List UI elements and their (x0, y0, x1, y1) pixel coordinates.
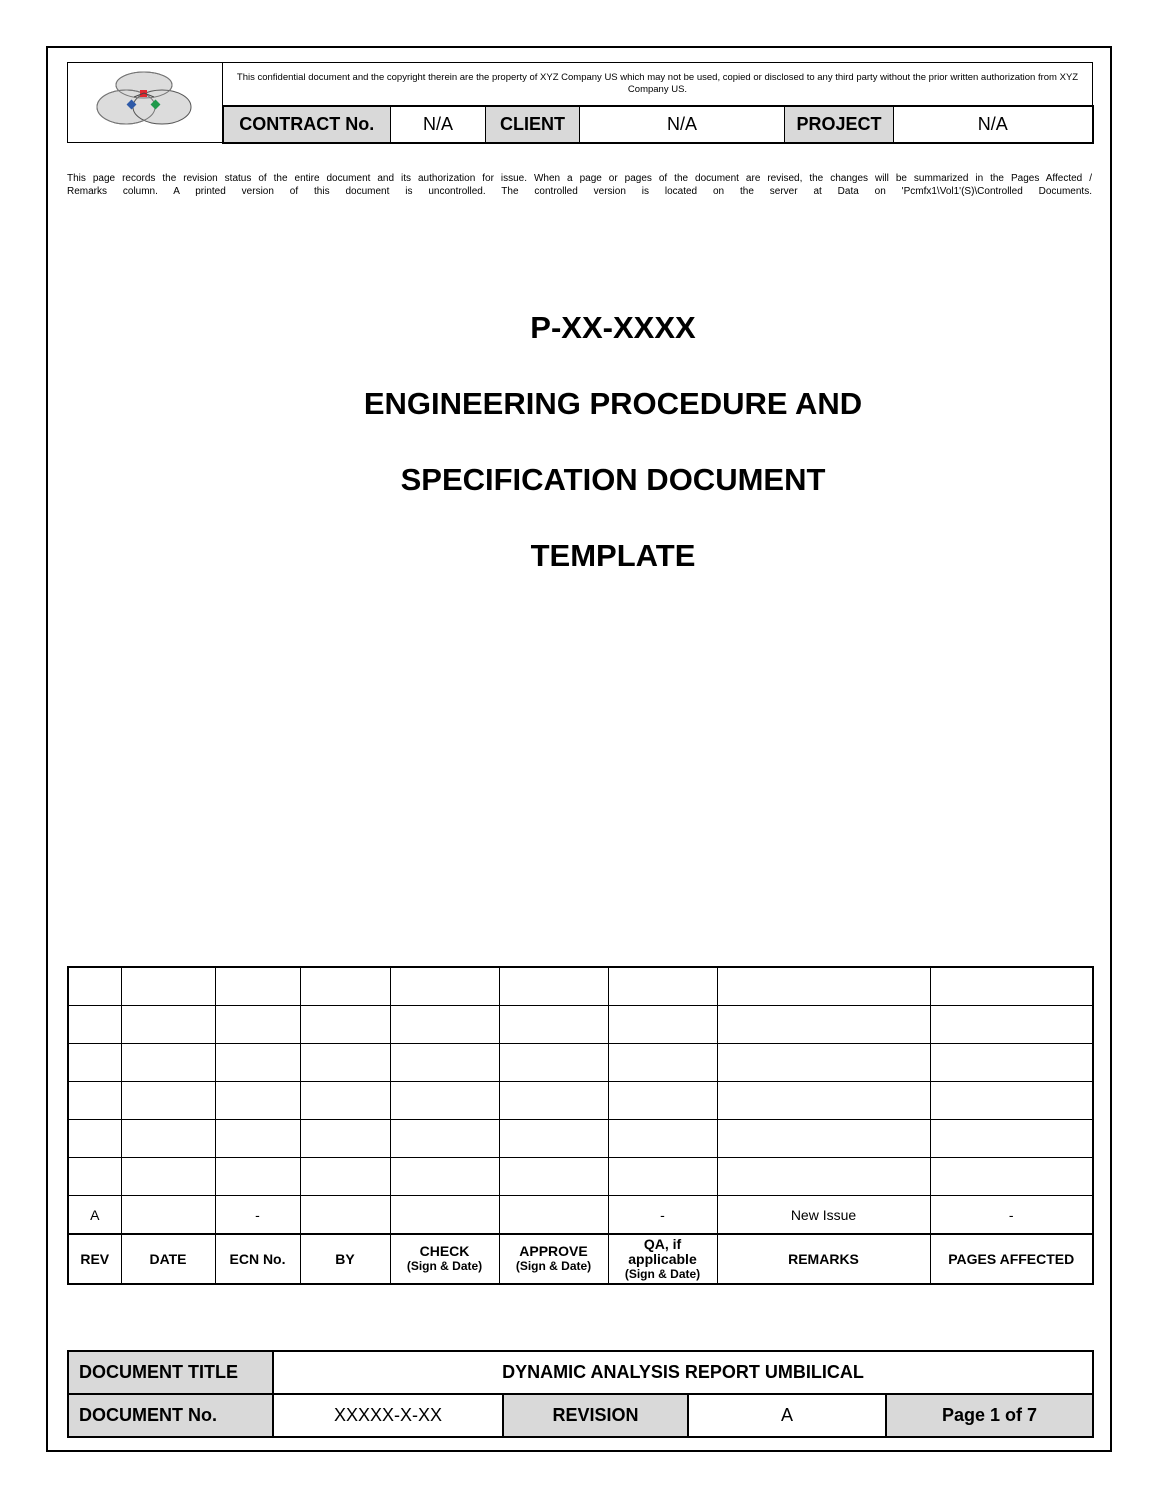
document-title-line-1: ENGINEERING PROCEDURE AND (363, 386, 863, 421)
issue-approve (499, 1196, 608, 1235)
header-pages-affected: PAGES AFFECTED (930, 1234, 1093, 1284)
revision-row-empty (68, 1082, 1093, 1120)
revision-row-empty (68, 1158, 1093, 1196)
document-number-label: DOCUMENT No. (68, 1394, 273, 1437)
header-check (390, 1234, 499, 1284)
header-qa-label: QA, if applicable (628, 1235, 697, 1267)
logo-cell (68, 63, 223, 143)
project-label: PROJECT (785, 106, 894, 142)
revision-row-empty (68, 967, 1093, 1006)
header-check-sub: (Sign & Date) (406, 1259, 483, 1273)
issue-rev: A (68, 1196, 121, 1235)
revision-note-line-2: Remarks column. A printed version of this document is uncontrolled. The controlled version is located on the server at Data on 'Pcmfx1\Vol1'(S)\Controlled Documents. (67, 186, 1092, 197)
revision-table (67, 966, 1094, 1285)
issue-check (390, 1196, 499, 1235)
revision-note-line-1: This page records the revision status of the entire document and its authorization for issue. When a page or pages of the document are revised, the changes will be summarized in the Pages Affected / (67, 173, 1092, 184)
confidentiality-notice: This confidential document and the copyright therein are the property of XYZ Company US which may not be used, copied or disclosed to any third party without the prior written authorization from XYZ Company US. (223, 63, 1093, 107)
contract-value: N/A (391, 106, 486, 142)
revision-row-issue (68, 1196, 1093, 1235)
client-value: N/A (580, 106, 785, 142)
header-date: DATE (121, 1234, 215, 1284)
revision-status-note (67, 172, 1092, 198)
document-title-line-2: SPECIFICATION DOCUMENT (400, 462, 826, 497)
client-label: CLIENT (486, 106, 580, 142)
issue-pages: - (930, 1196, 1093, 1235)
document-title-label: DOCUMENT TITLE (68, 1351, 273, 1394)
issue-remarks: New Issue (717, 1196, 930, 1235)
revision-header-row (68, 1234, 1093, 1284)
header-remarks: REMARKS (717, 1234, 930, 1284)
revision-row-empty (68, 1120, 1093, 1158)
header-check-label: CHECK (419, 1243, 470, 1259)
header-by: BY (300, 1234, 390, 1284)
header-approve-label: APPROVE (519, 1243, 588, 1259)
issue-qa: - (608, 1196, 717, 1235)
issue-date (121, 1196, 215, 1235)
header-rev: REV (68, 1234, 121, 1284)
header-qa-sub: (Sign & Date) (624, 1266, 701, 1281)
issue-by (300, 1196, 390, 1235)
document-code: P-XX-XXXX (530, 310, 696, 345)
contract-label: CONTRACT No. (223, 106, 391, 142)
header-qa (608, 1234, 717, 1284)
document-title-value: DYNAMIC ANALYSIS REPORT UMBILICAL (273, 1351, 1093, 1394)
revision-value: A (688, 1394, 886, 1437)
revision-row-empty (68, 1044, 1093, 1082)
header-approve-sub: (Sign & Date) (515, 1259, 592, 1273)
header-approve (499, 1234, 608, 1284)
document-title-line-3: TEMPLATE (530, 538, 696, 573)
document-header (67, 62, 1094, 144)
revision-row-empty (68, 1006, 1093, 1044)
issue-ecn: - (215, 1196, 300, 1235)
project-value: N/A (894, 106, 1093, 142)
document-number-value: XXXXX-X-XX (273, 1394, 503, 1437)
document-footer (67, 1350, 1094, 1438)
revision-label: REVISION (503, 1394, 688, 1437)
company-logo-icon (68, 63, 223, 137)
page-number: Page 1 of 7 (886, 1394, 1093, 1437)
header-ecn: ECN No. (215, 1234, 300, 1284)
